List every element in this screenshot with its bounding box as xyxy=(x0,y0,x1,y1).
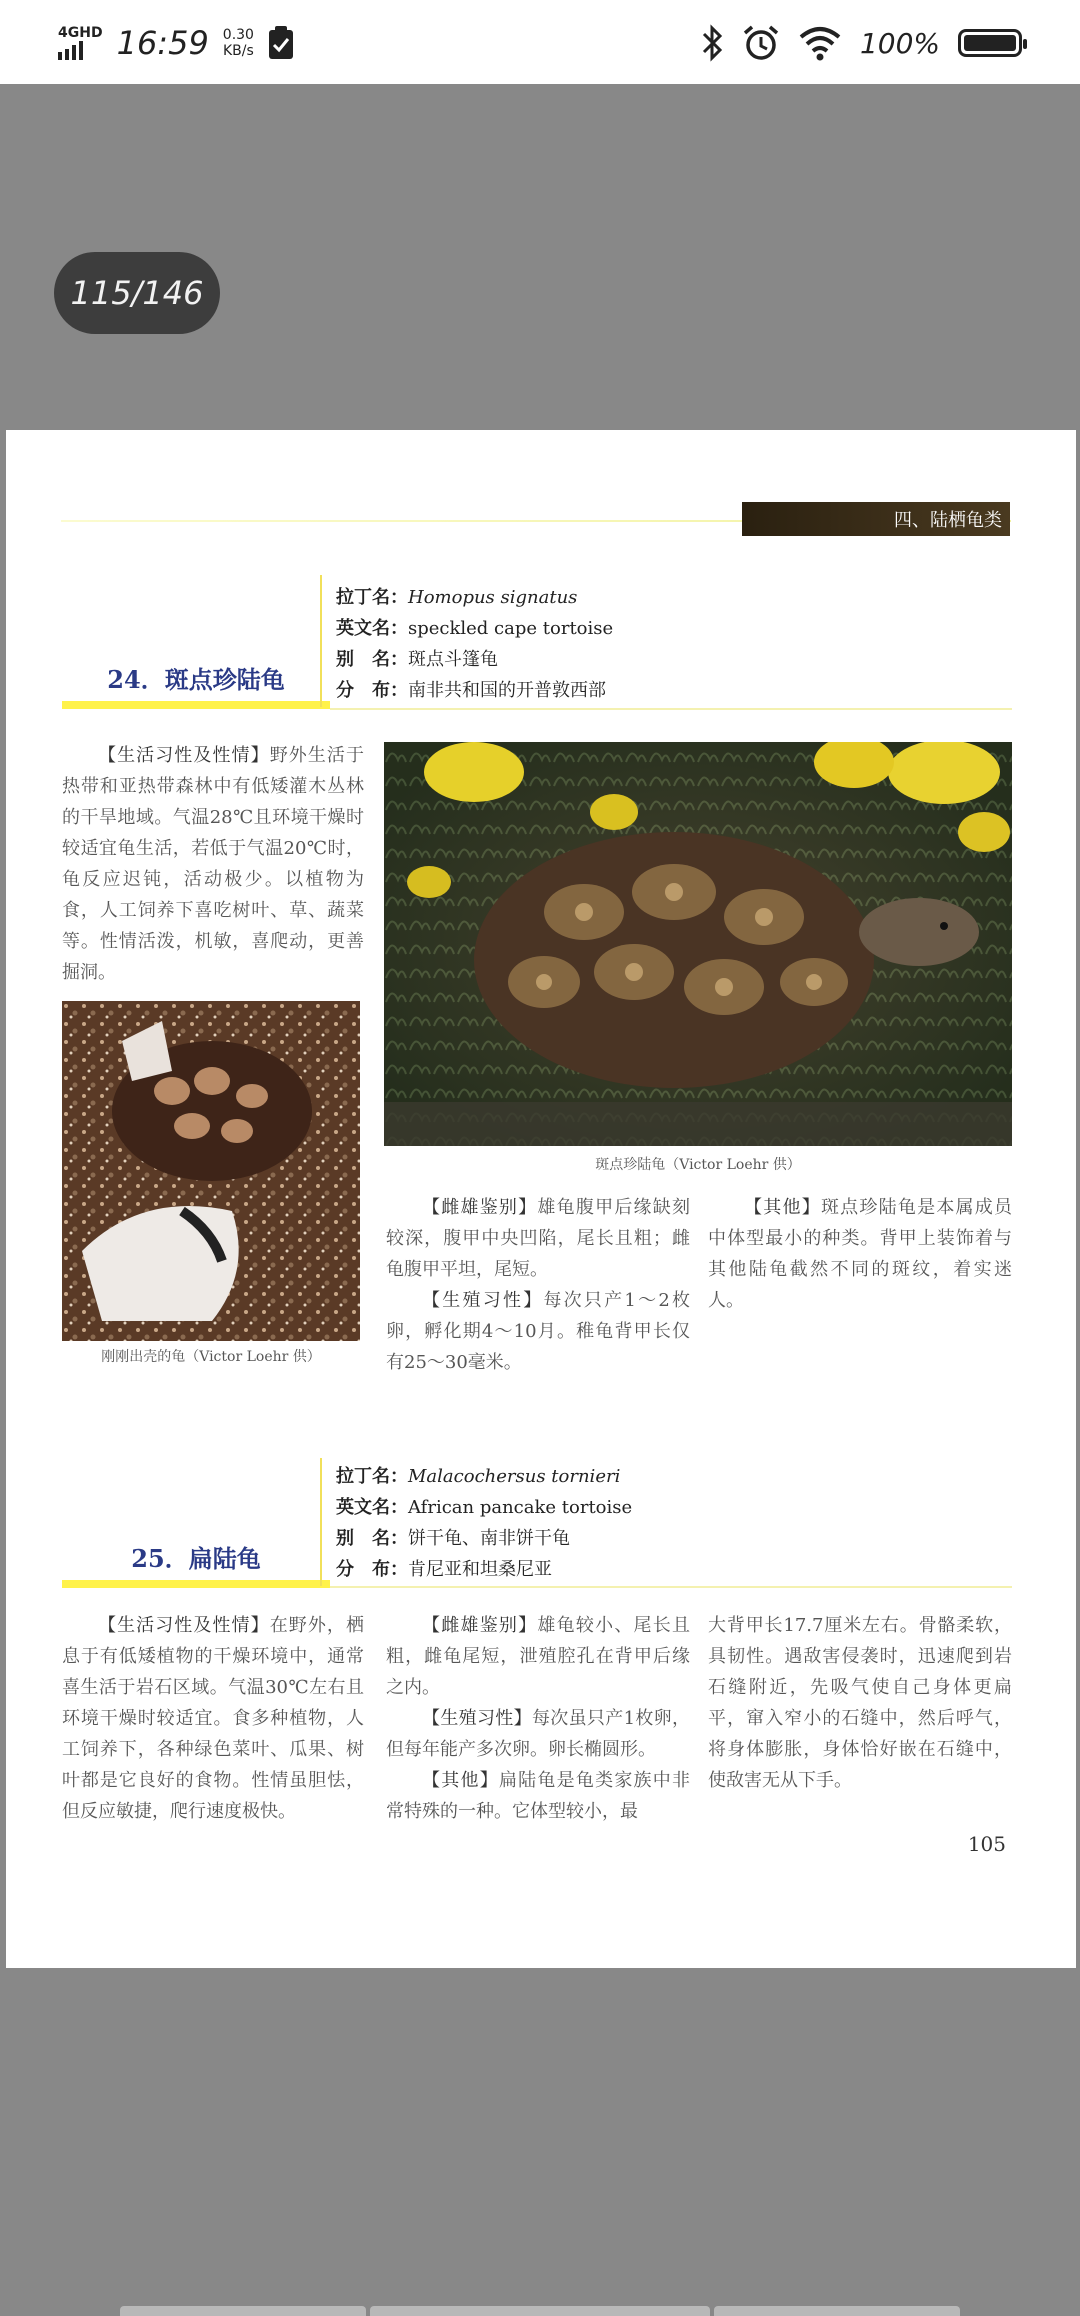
breed-text: 每次只产1～2枚卵，孵化期4～10月。稚龟背甲长仅有25～30毫米。 xyxy=(386,1290,691,1373)
sex-text: 雄龟腹甲后缘缺刻较深，腹甲中央凹陷，尾长且粗；雌龟腹甲平坦，尾短。 xyxy=(386,1197,691,1280)
species-24-habits xyxy=(62,740,364,988)
species-25-info-divider xyxy=(320,1458,322,1586)
breed-heading: 【生殖习性】 xyxy=(422,1708,532,1729)
habits-text: 野外生活于热带和亚热带森林中有低矮灌木丛林的干旱地域。气温28℃且环境干燥时较适宜龟生活，若低于气温20℃时，龟反应迟钝，活动极少。以植物为食，人工饲养下喜吃树叶、草、蔬菜等。性情活泼，机敏，喜爬动，更善掘洞。 xyxy=(62,745,365,983)
alias: 斑点斗篷龟 xyxy=(408,649,498,670)
clock-time: 16:59 xyxy=(116,24,209,62)
status-left xyxy=(58,18,294,68)
breed-heading: 【生殖习性】 xyxy=(422,1290,544,1311)
habits-text: 在野外，栖息于有低矮植物的干燥环境中，通常喜生活于岩石区域。气温30℃左右且环境干燥时较适宜。食多种植物，人工饲养下，各种绿色菜叶、瓜果、树叶都是它良好的食物。性情虽胆怯，但反应敏捷，爬行速度极快。 xyxy=(62,1615,365,1822)
species-25-middle-column xyxy=(386,1610,690,1827)
latin-name-label: 拉丁名： xyxy=(336,587,408,608)
sex-text: 雄龟较小、尾长且粗，雌龟尾短，泄殖腔孔在背甲后缘之内。 xyxy=(386,1615,691,1698)
network-speed-unit: KB/s xyxy=(222,43,254,59)
bottom-tab-3[interactable] xyxy=(714,2306,960,2316)
habits-heading: 【生活习性及性情】 xyxy=(98,1615,270,1636)
bottom-tab-2[interactable] xyxy=(370,2306,710,2316)
battery-percent: 100% xyxy=(859,26,940,60)
document-page[interactable] xyxy=(6,430,1076,1968)
alias-label: 别 名： xyxy=(336,649,408,670)
species-25-title: 25．扁陆龟 xyxy=(131,1544,261,1573)
status-right xyxy=(700,18,1022,68)
species-25-title-block xyxy=(62,1464,330,1588)
species-24-info-divider xyxy=(320,575,322,707)
sex-heading: 【雌雄鉴别】 xyxy=(422,1197,538,1218)
other-heading: 【其他】 xyxy=(422,1770,499,1791)
species-24-info xyxy=(336,582,836,706)
species-25-right-column: 大背甲长17.7厘米左右。骨骼柔软，具韧性。遇敌害侵袭时，迅速爬到岩石缝附近，先吸气使自己身体更扁平，窜入窄小的石缝中，然后呼气，将身体膨胀，身体恰好嵌在石缝中，使敌害无从下手。 xyxy=(708,1615,1012,1791)
species-25-title-underline xyxy=(62,1580,330,1588)
page-indicator: 115/146 xyxy=(54,252,220,334)
latin-name: Malacochersus tornieri xyxy=(408,1466,621,1487)
sex-heading: 【雌雄鉴别】 xyxy=(422,1615,538,1636)
species-24-other xyxy=(708,1192,1012,1316)
page-number: 105 xyxy=(967,1832,1006,1856)
other-text: 扁陆龟是龟类家族中非常特殊的一种。它体型较小，最 xyxy=(386,1770,691,1822)
other-heading: 【其他】 xyxy=(744,1197,821,1218)
status-bar xyxy=(0,0,1080,84)
range-label: 分 布： xyxy=(336,680,408,701)
alias: 饼干龟、南非饼干龟 xyxy=(408,1528,570,1549)
alias-label: 别 名： xyxy=(336,1528,408,1549)
battery-icon xyxy=(958,29,1022,57)
english-name-label: 英文名： xyxy=(336,618,408,639)
species-24-title-underline xyxy=(62,701,330,709)
tortoise-photo-caption: 斑点珍陆龟（Victor Loehr 供） xyxy=(595,1157,801,1173)
bluetooth-icon xyxy=(700,24,724,62)
species-25-info xyxy=(336,1461,836,1585)
range: 肯尼亚和坦桑尼亚 xyxy=(408,1559,552,1580)
latin-name-label: 拉丁名： xyxy=(336,1466,408,1487)
network-type: 4GHD xyxy=(58,25,103,41)
network-speed-value: 0.30 xyxy=(222,27,254,43)
network-speed xyxy=(223,27,254,59)
species-25-habits xyxy=(62,1610,364,1827)
hatchling-photo xyxy=(62,1001,360,1341)
range-label: 分 布： xyxy=(336,1559,408,1580)
english-name-label: 英文名： xyxy=(336,1497,408,1518)
bottom-tab-1[interactable] xyxy=(120,2306,366,2316)
chapter-header-tag: 四、陆栖龟类 xyxy=(742,502,1010,536)
range: 南非共和国的开普敦西部 xyxy=(408,680,606,701)
english-name: speckled cape tortoise xyxy=(408,618,614,639)
latin-name: Homopus signatus xyxy=(408,587,578,608)
breed-text: 每次虽只产1枚卵，但每年能产多次卵。卵长椭圆形。 xyxy=(386,1708,691,1760)
hatchling-photo-caption: 刚刚出壳的龟（Victor Loehr 供） xyxy=(101,1349,321,1365)
species-25-info-rule xyxy=(330,1586,1012,1588)
english-name: African pancake tortoise xyxy=(408,1497,633,1518)
species-24-sex-breed xyxy=(386,1192,690,1378)
alarm-icon xyxy=(742,24,780,62)
signal-icon xyxy=(58,26,103,60)
species-24-title-block xyxy=(62,575,330,709)
species-24-title: 24．斑点珍陆龟 xyxy=(107,665,285,694)
clipboard-check-icon xyxy=(268,26,294,60)
battery-level-fill xyxy=(964,35,1016,51)
habits-heading: 【生活习性及性情】 xyxy=(98,745,270,766)
wifi-icon xyxy=(798,25,842,61)
other-text: 斑点珍陆龟是本属成员中体型最小的种类。背甲上装饰着与其他陆龟截然不同的斑纹，着实迷人。 xyxy=(708,1197,1013,1311)
tortoise-photo xyxy=(384,742,1012,1146)
species-24-info-rule xyxy=(330,708,1012,710)
